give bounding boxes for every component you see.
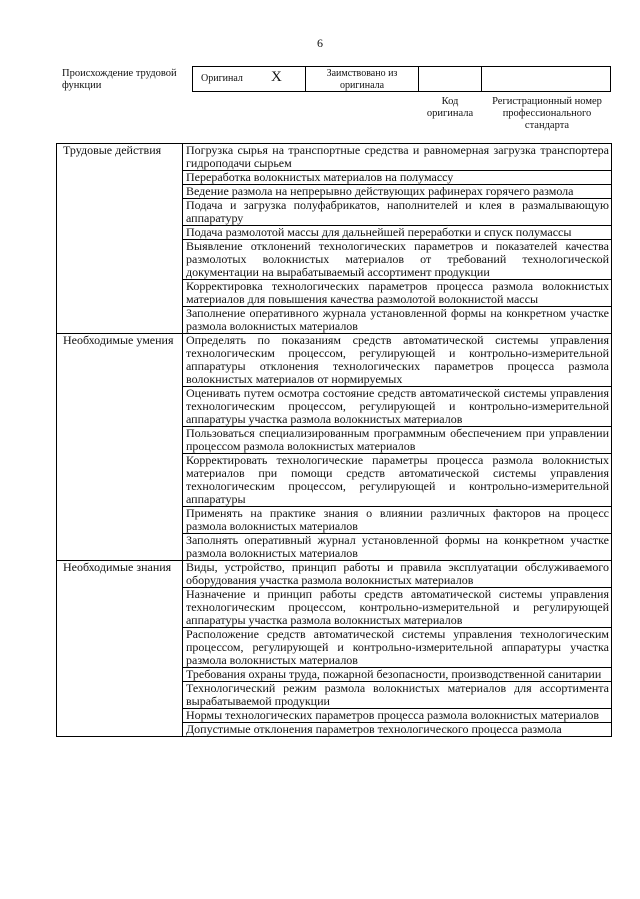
section-item: Требования охраны труда, пожарной безопасности, производственной санитарии <box>183 668 612 682</box>
section-item: Применять на практике знания о влиянии различных факторов на процесс размола волокнистых материалов <box>183 507 612 534</box>
section-item: Определять по показаниям средств автоматической системы управления технологическим процессом, регулирующей и контрольно-измерительной аппаратуры отклонения технологических параметров процесса размола волокнистых материалов от нормируемых <box>183 334 612 387</box>
section-item: Ведение размола на непрерывно действующих рафинерах горячего размола <box>183 185 612 199</box>
section-title: Трудовые действия <box>57 144 183 334</box>
borrowed-cell <box>305 66 419 92</box>
reg-number-caption: Регистрационный номер профессионального стандарта <box>492 96 602 131</box>
section-item: Пользоваться специализированным программным обеспечением при управлении процессом размола волокнистых материалов <box>183 427 612 454</box>
table-row <box>57 561 612 588</box>
section-title: Необходимые умения <box>57 334 183 561</box>
section-item: Погрузка сырья на транспортные средства и равномерная загрузка транспортера гидроподачи сырьем <box>183 144 612 171</box>
section-item: Виды, устройство, принцип работы и правила эксплуатации обслуживаемого оборудования участка размола волокнистых материалов <box>183 561 612 588</box>
original-mark: X <box>271 69 282 85</box>
section-item: Расположение средств автоматической системы управления технологическим процессом, регулирующей и контрольно-измерительной аппаратуры участка размола волокнистых материалов <box>183 628 612 668</box>
section-item: Заполнение оперативного журнала установленной формы на конкретном участке размола волокнистых материалов <box>183 307 612 334</box>
reg-number-cell <box>481 66 611 92</box>
section-title: Необходимые знания <box>57 561 183 737</box>
section-item: Технологический режим размола волокнистых материалов для ассортимента вырабатываемой продукции <box>183 682 612 709</box>
section-item: Назначение и принцип работы средств автоматической системы управления технологическим процессом, контрольно-измерительной и регулирующей аппаратуры участка размола волокнистых материалов <box>183 588 612 628</box>
section-item: Подача размолотой массы для дальнейшей переработки и спуск полумассы <box>183 226 612 240</box>
section-item: Оценивать путем осмотра состояние средств автоматической системы управления технологическим процессом, регулирующей и контрольно-измерительной аппаратуры участка размола волокнистых материалов <box>183 387 612 427</box>
function-table <box>56 143 612 737</box>
code-original-cell <box>418 66 482 92</box>
origin-label: Происхождение трудовой функции <box>62 68 177 91</box>
section-item: Подача и загрузка полуфабрикатов, наполнителей и клея в размалывающую аппаратуру <box>183 199 612 226</box>
section-item: Заполнять оперативный журнал установленной формы на конкретном участке размола волокнистых материалов <box>183 534 612 561</box>
section-item: Корректировать технологические параметры процесса размола волокнистых материалов при помощи средств автоматической системы управления технологическим процессом, регулирующей и контрольно-измерительной аппаратуры <box>183 454 612 507</box>
original-label: Оригинал <box>201 73 243 84</box>
table-row <box>57 144 612 171</box>
section-item: Допустимые отклонения параметров технологического процесса размола <box>183 723 612 737</box>
table-row <box>57 334 612 387</box>
section-item: Переработка волокнистых материалов на полумассу <box>183 171 612 185</box>
page-number: 6 <box>317 36 323 50</box>
section-item: Корректировка технологических параметров процесса размола волокнистых материалов для повышения качества размолотой волокнистой массы <box>183 280 612 307</box>
code-original-caption: Код оригинала <box>426 96 474 119</box>
borrowed-label: Заимствовано из оригинала <box>326 68 398 91</box>
original-cell <box>192 66 306 92</box>
section-item: Выявление отклонений технологических параметров и показателей качества размолотых волокнистых материалов от требований технологической документации на вырабатываемый ассортимент продукции <box>183 240 612 280</box>
section-item: Нормы технологических параметров процесса размола волокнистых материалов <box>183 709 612 723</box>
